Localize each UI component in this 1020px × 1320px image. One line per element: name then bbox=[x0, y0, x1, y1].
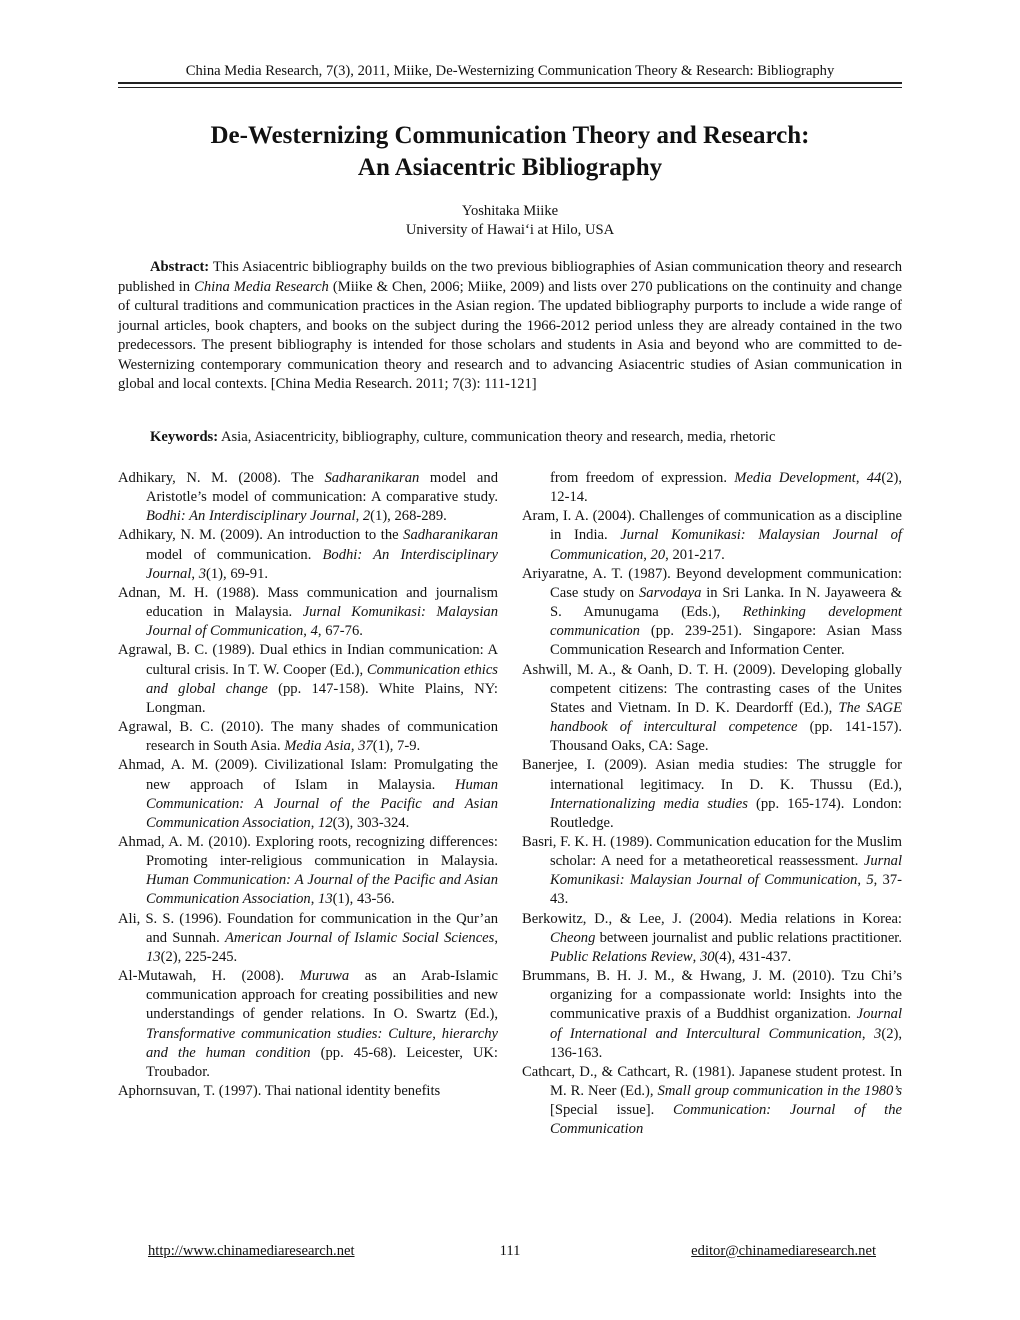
text-run: (2), 12-14. bbox=[550, 470, 903, 506]
running-head: China Media Research, 7(3), 2011, Miike, De-Westernizing Communication Theory & Research: Bibliography bbox=[185, 63, 835, 79]
text-run: model of communication. bbox=[146, 546, 323, 563]
italic-text: Jurnal Komunikasi: Malaysian Journal of Communication bbox=[550, 853, 902, 889]
text-run: (2), 225-245. bbox=[160, 948, 238, 965]
text-run: (2), 136-163. bbox=[550, 1025, 902, 1061]
italic-text: Small group communication in the 1980’s bbox=[657, 1083, 903, 1099]
text-run: , 201-217. bbox=[665, 546, 725, 563]
italic-text: Public Relations Review bbox=[550, 948, 693, 965]
italic-text: Sadharanikaran bbox=[403, 527, 498, 544]
italic-text: 12 bbox=[318, 814, 333, 831]
footer-url-link[interactable]: http://www.chinamediaresearch.net bbox=[148, 1243, 355, 1259]
keywords-text: Asia, Asiacentricity, bibliography, culture, communication theory and research, media, rhetoric bbox=[218, 429, 776, 445]
reference-entry bbox=[118, 641, 498, 718]
author-affiliation: University of Hawai‘i at Hilo, USA bbox=[405, 222, 615, 238]
italic-text: Communication ethics and global change bbox=[146, 661, 498, 697]
italic-text: The SAGE handbook of intercultural competence bbox=[550, 699, 902, 736]
reference-entry bbox=[118, 584, 498, 641]
abstract bbox=[118, 258, 902, 395]
italic-text: China Media Research bbox=[194, 278, 329, 295]
text-run: in Sri Lanka. In N. Jayaweera & S. Amunugama (Eds.), bbox=[550, 584, 902, 621]
italic-text: 30 bbox=[699, 948, 715, 965]
reference-entry bbox=[118, 718, 498, 756]
page-number: 111 bbox=[499, 1243, 521, 1259]
text-run: (pp. 239-251). Singapore: Asian Mass Communication Research and Information Center. bbox=[550, 623, 902, 659]
reference-entry bbox=[522, 910, 902, 967]
italic-text: 13 bbox=[318, 891, 333, 908]
text-run: (pp. 165-174). London: Routledge. bbox=[550, 795, 902, 831]
text-run: , bbox=[861, 1025, 875, 1042]
italic-text: 5 bbox=[866, 872, 874, 889]
text-run: Aram, I. A. (2004). Challenges of communication as a discipline in India. bbox=[522, 508, 902, 544]
italic-text: Bodhi: An Interdisciplinary Journal bbox=[146, 508, 356, 525]
reference-entry bbox=[522, 469, 902, 507]
reference-entry bbox=[118, 526, 498, 583]
text-run: , bbox=[310, 814, 319, 831]
header-rule-thin bbox=[118, 87, 902, 88]
reference-entry bbox=[522, 507, 902, 564]
keywords-label: Keywords: bbox=[150, 429, 219, 445]
text-run: Ahmad, A. M. (2010). Exploring roots, recognizing differences: Promoting inter-religious communication in Malaysia. bbox=[118, 833, 498, 870]
italic-text: Jurnal Komunikasi: Malaysian Journal of Communication bbox=[146, 604, 498, 640]
title-line-2: An Asiacentric Bibliography bbox=[357, 154, 663, 181]
text-run: , bbox=[303, 623, 311, 640]
text-run: Adhikary, N. M. (2008). The bbox=[118, 470, 325, 486]
text-run: , bbox=[643, 546, 651, 563]
references-column-left bbox=[118, 469, 498, 1101]
reference-entry bbox=[118, 833, 498, 910]
text-run: , bbox=[855, 470, 867, 486]
text-run: Agrawal, B. C. (2010). The many shades of communication research in South Asia. bbox=[118, 719, 498, 755]
italic-text: 3 bbox=[874, 1025, 882, 1042]
text-run: (3), 303-324. bbox=[332, 814, 410, 831]
reference-entry bbox=[118, 1082, 498, 1101]
text-run: Basri, F. K. H. (1989). Communication education for the Muslim scholar: A need for a metatheoretical reassessment. bbox=[522, 833, 902, 870]
text-run: Berkowitz, D., & Lee, J. (2004). Media relations in Korea: bbox=[522, 910, 902, 927]
reference-entry bbox=[522, 661, 902, 757]
text-run: Cathcart, D., & Cathcart, R. (1981). Japanese student protest. In M. R. Neer (Ed.), bbox=[522, 1063, 902, 1099]
text-run: between journalist and public relations practitioner. bbox=[595, 929, 902, 946]
text-run: (4), 431-437. bbox=[714, 948, 792, 965]
keywords bbox=[118, 428, 902, 448]
reference-entry bbox=[522, 1063, 902, 1140]
footer-email-link[interactable]: editor@chinamediaresearch.net bbox=[691, 1243, 876, 1259]
text-run: , bbox=[494, 929, 498, 946]
header-rule-thick bbox=[118, 82, 902, 84]
text-run: , bbox=[310, 891, 319, 908]
text-run: as an Arab-Islamic communication approach for creating possibilities and new understandings of gender relations. In O. Swartz (Ed.), bbox=[146, 968, 498, 1023]
italic-text: Sarvodaya bbox=[639, 584, 702, 601]
italic-text: Media Asia bbox=[284, 738, 351, 755]
italic-text: Cheong bbox=[550, 929, 596, 946]
text-run: [Special issue]. bbox=[550, 1102, 674, 1119]
text-run: Adnan, M. H. (1988). Mass communication and journalism education in Malaysia. bbox=[118, 584, 498, 621]
italic-text: 37 bbox=[358, 738, 373, 755]
text-run: Banerjee, I. (2009). Asian media studies: The struggle for international legitimacy. In D. K. Thussu (Ed.), bbox=[522, 757, 902, 793]
italic-text: 13 bbox=[146, 948, 161, 965]
italic-text: Human Communication: A Journal of the Pacific and Asian Communication Association bbox=[146, 776, 498, 831]
title-line-1: De-Westernizing Communication Theory and Research: bbox=[210, 122, 810, 149]
italic-text: Human Communication: A Journal of the Pacific and Asian Communication Association bbox=[146, 872, 498, 908]
reference-entry bbox=[522, 756, 902, 833]
text-run: , bbox=[857, 872, 867, 889]
text-run: Aphornsuvan, T. (1997). Thai national identity benefits bbox=[118, 1083, 441, 1099]
italic-text: American Journal of Islamic Social Sciences bbox=[224, 929, 495, 946]
text-run: (pp. 141-157). Thousand Oaks, CA: Sage. bbox=[550, 719, 902, 755]
text-run: , bbox=[191, 565, 199, 582]
text-run: model and Aristotle’s model of communication: A comparative study. bbox=[146, 470, 498, 506]
italic-text: 20 bbox=[650, 546, 666, 563]
italic-text: Muruwa bbox=[299, 968, 350, 985]
text-run: , 37-43. bbox=[550, 872, 903, 908]
text-run: , bbox=[350, 738, 359, 755]
italic-text: 4 bbox=[310, 623, 318, 640]
italic-text: Jurnal Komunikasi: Malaysian Journal of Communication bbox=[550, 527, 902, 563]
text-run: , bbox=[355, 508, 363, 525]
italic-text: Rethinking development communication bbox=[550, 604, 902, 640]
italic-text: Communication: Journal of the Communication bbox=[550, 1102, 903, 1138]
reference-entry bbox=[522, 565, 902, 661]
text-run: Brummans, B. H. J. M., & Hwang, J. M. (2010). Tzu Chi’s organizing for a compassionate world: Insights into the communicative praxis of a Buddhist organization. bbox=[522, 968, 902, 1023]
reference-entry bbox=[118, 469, 498, 526]
abstract-label: Abstract: bbox=[150, 259, 210, 275]
text-run: , bbox=[692, 948, 700, 965]
italic-text: Sadharanikaran bbox=[324, 470, 420, 486]
author-block bbox=[118, 202, 902, 240]
text-run: (1), 69-91. bbox=[206, 565, 269, 582]
text-run: (1), 268-289. bbox=[370, 508, 447, 525]
text-run: This Asiacentric bibliography builds on the two previous bibliographies of Asian communication theory and research published in bbox=[118, 259, 902, 295]
italic-text: 2 bbox=[362, 508, 371, 525]
italic-text: 44 bbox=[866, 470, 882, 486]
text-run: Ali, S. S. (1996). Foundation for communication in the Qur’an and Sunnah. bbox=[118, 910, 498, 946]
text-run: Al-Mutawah, H. (2008). bbox=[118, 968, 300, 985]
italic-text: 3 bbox=[198, 565, 206, 582]
abstract-body bbox=[118, 259, 902, 392]
reference-entry bbox=[522, 833, 902, 910]
italic-text: Transformative communication studies: Culture, hierarchy and the human condition bbox=[146, 1025, 498, 1061]
article-title bbox=[118, 120, 902, 184]
text-run: (Miike & Chen, 2006; Miike, 2009) and lists over 270 publications on the continuity and change of cultural traditions and communication practices in the Asian region. The updated bibliography purports to include a wide range of journal articles, book chapters, and books on the subject during the 1966-2012 period unless they are already contained in the two predecessors. The present bibliography is intended for those scholars and students in Asia and beyond who are committed to de-Westernizing contemporary communication theory and research and to advancing Asiacentric studies of Asian communication in global and local contexts. [China Media Research. 2011; 7(3): 111-121] bbox=[118, 278, 902, 392]
italic-text: Media Development bbox=[734, 470, 856, 486]
text-run: (pp. 45-68). Leicester, UK: Troubador. bbox=[146, 1044, 498, 1080]
text-run: Agrawal, B. C. (1989). Dual ethics in Indian communication: A cultural crisis. In T. W. Cooper (Ed.), bbox=[118, 642, 498, 678]
reference-entry bbox=[118, 756, 498, 833]
text-run: (1), 43-56. bbox=[332, 891, 395, 908]
italic-text: Journal of International and Intercultural Communication bbox=[550, 1006, 902, 1042]
reference-entry bbox=[522, 967, 902, 1063]
text-run: Ashwill, M. A., & Oanh, D. T. H. (2009). Developing globally competent citizens: The contrasting cases of the Unites States and Vietnam. In D. K. Deardorff (Ed.), bbox=[522, 661, 902, 716]
text-run: Adhikary, N. M. (2009). An introduction to the bbox=[118, 527, 404, 544]
text-run: from freedom of expression. bbox=[550, 470, 735, 486]
reference-entry bbox=[118, 910, 498, 967]
text-run: Ahmad, A. M. (2009). Civilizational Islam: Promulgating the new approach of Islam in Malaysia. bbox=[118, 757, 498, 793]
reference-entry bbox=[118, 967, 498, 1082]
text-run: (1), 7-9. bbox=[372, 738, 421, 755]
author-name: Yoshitaka Miike bbox=[461, 203, 559, 219]
text-run: , 67-76. bbox=[317, 623, 363, 640]
references-column-right bbox=[522, 469, 902, 1139]
italic-text: Internationalizing media studies bbox=[550, 795, 748, 812]
italic-text: Bodhi: An Interdisciplinary Journal bbox=[146, 546, 498, 582]
text-run: Ariyaratne, A. T. (1987). Beyond development communication: Case study on bbox=[522, 565, 902, 601]
page-footer bbox=[118, 1242, 902, 1262]
text-run: (pp. 147-158). White Plains, NY: Longman. bbox=[146, 680, 498, 716]
